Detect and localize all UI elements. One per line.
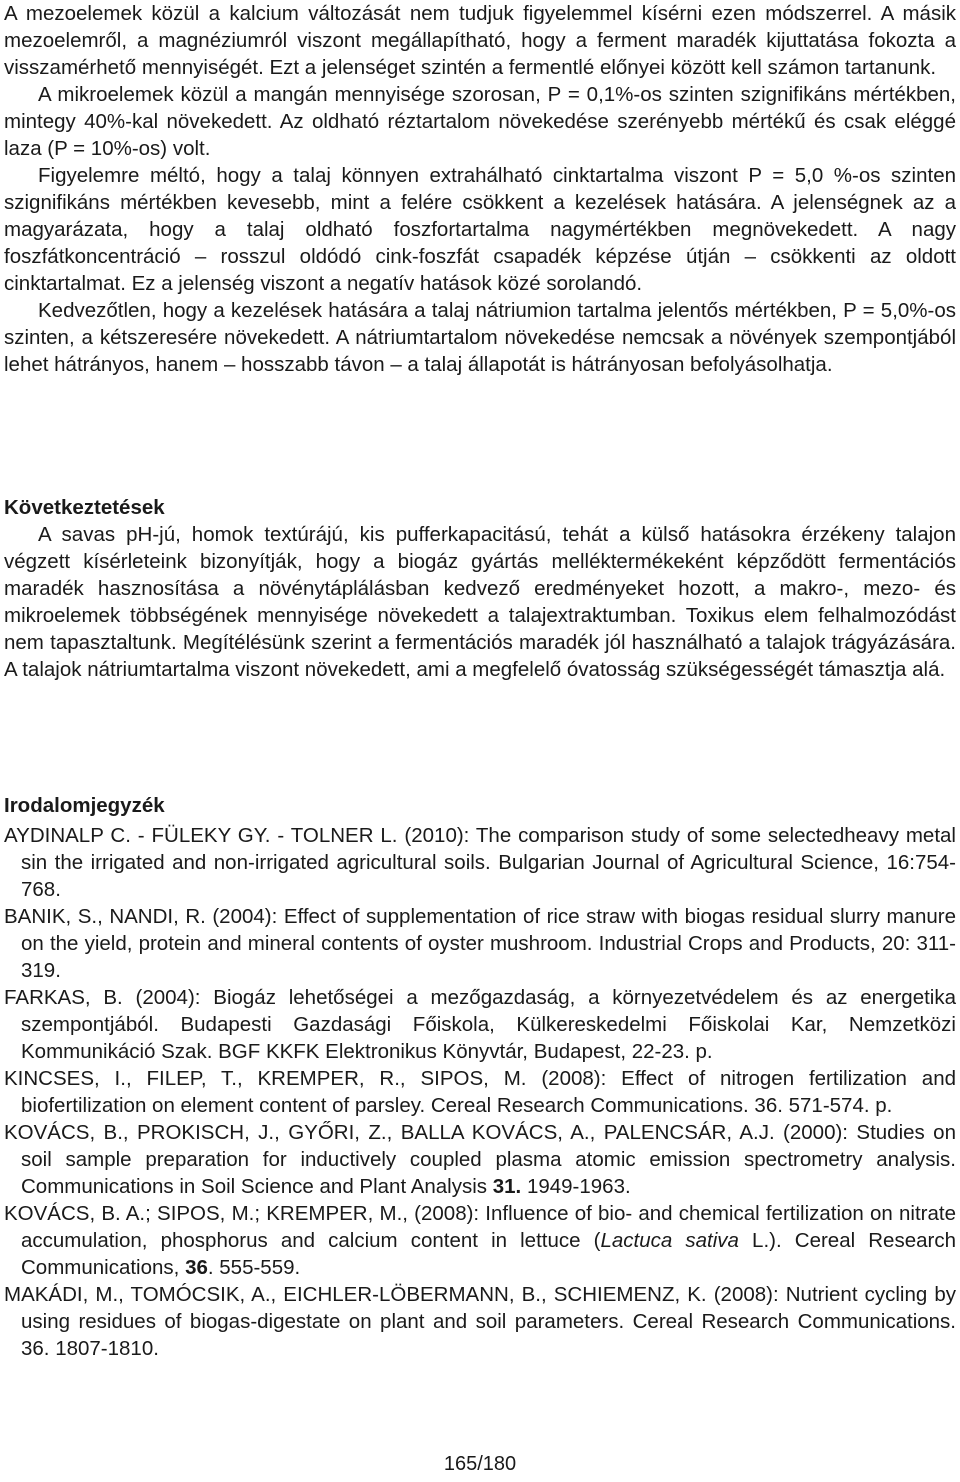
conclusions-heading: Következtetések bbox=[4, 496, 165, 519]
reference-authors: FARKAS, B. bbox=[4, 986, 123, 1009]
conclusions-section bbox=[4, 494, 956, 683]
reference-details: (2010): The comparison study of some selectedheavy metal sin the irrigated and non-irrigated agricultural soils. Bulgarian Journal of Agricultural Science, 16:754-768. bbox=[21, 824, 956, 901]
reference-authors: MAKÁDI, M., TOMÓCSIK, A., EICHLER-LÖBERMANN, B., SCHIEMENZ, K. bbox=[4, 1283, 707, 1306]
reference-authors: KOVÁCS, B. A.; SIPOS, M.; KREMPER, M., bbox=[4, 1202, 408, 1225]
reference-item bbox=[4, 903, 956, 984]
reference-details: (2008): Effect of nitrogen fertilization and biofertilization on element content of parsley. Cereal Research Communications. 36. 571-574. p. bbox=[21, 1067, 956, 1117]
paragraph-mezoelements: A mezoelemek közül a kalcium változását nem tudjuk figyelemmel kísérni ezen módszerrel. A másik mezoelemről, a magnéziumról viszont megállapítható, hogy a ferment maradék kijuttatása fokozta a visszamérhető mennyiségét. Ezt a jelenséget szintén a fermentlé előnyei között kell számon tartanunk. bbox=[4, 2, 956, 79]
paragraph-sodium: Kedvezőtlen, hogy a kezelések hatására a talaj nátriumion tartalma jelentős mértékben, P = 5,0%-os szinten, a kétszeresére növekedett. A nátriumtartalom növekedése nemcsak a növények szempontjából lehet hátrányos, hanem – hosszabb távon – a talaj állapotát is hátrányosan befolyásolhatja. bbox=[4, 299, 956, 376]
paragraph-microelements: A mikroelemek közül a mangán mennyisége szorosan, P = 0,1%-os szinten szignifikáns mértékben, mintegy 40%-kal növekedett. Az oldható réztartalom növekedése szerényebb mértékű és csak eléggé laza (P = 10%-os) volt. bbox=[4, 83, 956, 160]
reference-volume: 31. bbox=[492, 1175, 522, 1198]
reference-item bbox=[4, 1119, 956, 1200]
reference-item bbox=[4, 1065, 956, 1119]
references-heading: Irodalomjegyzék bbox=[4, 794, 165, 817]
reference-authors: AYDINALP C. - FÜLEKY GY. - TOLNER L. bbox=[4, 824, 398, 847]
reference-details: (2004): Biogáz lehetőségei a mezőgazdaság, a környezetvédelem és az energetika szempontjából. Budapesti Gazdasági Főiskola, Külkereskedelmi Főiskolai Kar, Nemzetközi Kommunikáció Szak. BGF KKFK Elektronikus Könyvtár, Budapest, 22-23. p. bbox=[21, 986, 957, 1063]
paragraph-zinc: Figyelemre méltó, hogy a talaj könnyen extrahálható cinktartalma viszont P = 5,0 %-os szinten szignifikáns mértékben kevesebb, mint a felére csökkent a kezelések hatására. A jelenségnek az a magyarázata, hogy a talaj oldható foszfortartalma nagymértékben megnövekedett. A nagy foszfátkoncentráció – rosszul oldódó cink-foszfát csapadék képzése útján – csökkenti az oldott cinktartalmat. Ez a jelenség viszont a negatív hatások közé sorolandó. bbox=[4, 164, 956, 295]
reference-details: (2008): Nutrient cycling by using residues of biogas-digestate on plant and soil parameters. Cereal Research Communications. 36. 1807-1810. bbox=[21, 1283, 957, 1360]
reference-authors: KINCSES, I., FILEP, T., KREMPER, R., SIPOS, M. bbox=[4, 1067, 527, 1090]
reference-volume: 36 bbox=[185, 1256, 208, 1279]
reference-pages: 1949-1963. bbox=[521, 1175, 631, 1198]
reference-details: (2000): Studies on soil sample preparation for inductively coupled plasma atomic emission spectrometry analysis. Communications in Soil Science and Plant Analysis bbox=[21, 1121, 956, 1198]
conclusions-paragraph: A savas pH-jú, homok textúrájú, kis pufferkapacitású, tehát a külső hatásokra érzékeny talajon végzett kísérleteink bizonyítják, hogy a biogáz gyártás melléktermékeként képződött fermentációs maradék hasznosítása a növénytáplálásban kedvező eredményeket hozott, a makro-, mezo- és mikroelemek többségének mennyisége növekedett a talajextraktumban. Toxikus elem felhalmozódást nem tapasztaltunk. Megítélésünk szerint a fermentációs maradék jól használható a talajok trágyázására. A talajok nátriumtartalma viszont növekedett, ami a megfelelő óvatosság szükségességét támasztja alá. bbox=[4, 523, 956, 681]
reference-details: (2008): Influence of bio- and chemical fertilization on nitrate accumulation, phosphorus and calcium content in lettuce ( bbox=[21, 1202, 956, 1252]
reference-pages: . 555-559. bbox=[207, 1256, 301, 1279]
reference-item bbox=[4, 984, 956, 1065]
references-section bbox=[4, 792, 956, 1362]
reference-item bbox=[4, 822, 956, 903]
page-number: 165/180 bbox=[443, 1453, 517, 1475]
reference-details-cont: L.). Cereal Research Communications, bbox=[21, 1229, 956, 1279]
reference-species: Lactuca sativa bbox=[600, 1229, 739, 1252]
reference-item bbox=[4, 1200, 956, 1281]
reference-details: (2004): Effect of supplementation of rice straw with biogas residual slurry manure on the yield, protein and mineral contents of oyster mushroom. Industrial Crops and Products, 20: 311-319. bbox=[21, 905, 956, 982]
reference-item bbox=[4, 1281, 956, 1362]
reference-authors: KOVÁCS, B., PROKISCH, J., GYŐRI, Z., BALLA KOVÁCS, A., PALENCSÁR, A.J. bbox=[4, 1121, 775, 1144]
reference-authors: BANIK, S., NANDI, R. bbox=[4, 905, 206, 928]
results-section bbox=[4, 0, 956, 378]
